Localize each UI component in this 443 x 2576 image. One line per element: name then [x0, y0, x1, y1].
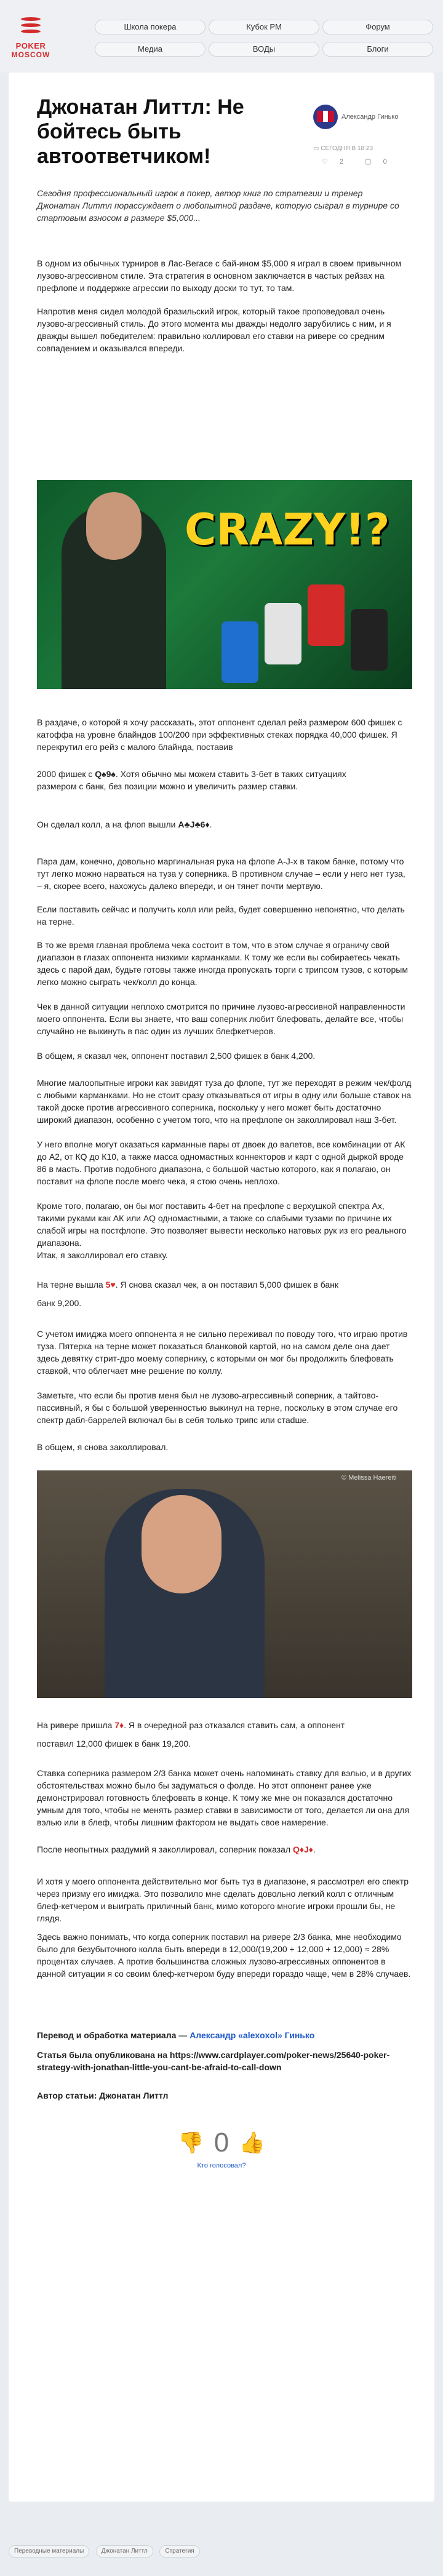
nav-vods[interactable]: ВОДы	[209, 42, 319, 57]
site-logo[interactable]	[9, 17, 53, 66]
paragraph-19: Ставка соперника размером 2/3 банка может очень напоминать ставку для вэлью, и в других обстоятельствах можно было бы задуматься о фолде. Но этот оппонент ранее уже демонстрировал готовность блефовать в конце. К тому же мне он показался достаточно умным для того, чтобы не менять размер ставки в зависимости от того, делается ли она для вэлью или в блеф, чтобы лишним фактором не выдать свое намерение.	[37, 1768, 412, 1827]
nav-poker-school[interactable]: Школа покера	[95, 20, 206, 34]
article-card	[9, 73, 434, 2502]
logo-text-bottom: MOSCOW	[11, 50, 50, 59]
logo-mark	[16, 17, 46, 39]
nav-media[interactable]: Медиа	[95, 42, 206, 57]
river-card: 7♦	[114, 1720, 124, 1730]
credit-line	[37, 2029, 412, 2041]
tag-jonathan-little[interactable]: Джонатан Литтл	[96, 2545, 153, 2558]
original-author: Автор статьи: Джонатан Литтл	[37, 2091, 169, 2100]
p3-post: . Хотя обычно мы можем ставить 3-бет в таких ситуациях	[115, 769, 346, 779]
article-image-photo	[37, 1470, 412, 1698]
heart-icon: ♡	[322, 158, 330, 165]
comments-count: 0	[383, 158, 387, 165]
article-title: Джонатан Литтл: Не бойтесь быть автоответчиком!	[37, 95, 244, 168]
image-chips	[222, 584, 406, 689]
rating-count: 0	[214, 2127, 229, 2158]
paragraph-17: В общем, я снова заколлировал.	[37, 1442, 169, 1452]
nav-rm-cup[interactable]: Кубок РМ	[209, 20, 319, 34]
flop-cards: A♣J♣6♦	[178, 819, 210, 829]
likes-stat	[322, 158, 353, 165]
p4-pre: Он сделал колл, а на флоп вышли	[37, 819, 178, 829]
tag-translations[interactable]: Переводные материалы	[9, 2545, 89, 2558]
paragraph-3: В раздаче, о которой я хочу рассказать, этот оппонент сделал рейз размером 600 фишек с катоффа на уровне блайндов 100/200 при эффективных стеках порядка 40,000 фишек. Я перекрутил его рейз с малого блайнда, поставив	[37, 717, 402, 752]
turn-card: 5♥	[105, 1280, 116, 1290]
article-image-crazy	[37, 480, 412, 689]
publish-date	[313, 145, 373, 152]
paragraph-10: Многие малоопытные игроки как завидят туза до флопе, тут же переходят в режим чек/фолд с любыми карманками. Но не стоит сразу отказываться от игры в одну или больше ставок на такой доске против агрессивного соперника, поскольку у него может быть достаточно широкий диапазон, особенно с учетом того, что на префлопе он заколлировал наш 3-бет.	[37, 1078, 412, 1125]
source-label: Статья была опубликована на	[37, 2050, 170, 2060]
rating-block	[9, 2127, 434, 2169]
paragraph-14	[37, 1278, 412, 1291]
paragraph-7: В то же время главная проблема чека состоит в том, что в этом случае я ограничу свой диапазон в глазах оппонента низкими карманками. К тому же если вы собираетесь чекать здесь с парой дам, будьте готовы также иногда пропускать торги с трипсом тузов, с которым легко можно сыграть чек/колл до конца.	[37, 940, 408, 987]
paragraph-20	[37, 1843, 412, 1856]
main-nav	[95, 20, 433, 57]
article-tags	[9, 2545, 204, 2557]
paragraph-1: В одном из обычных турниров в Лас-Вегасе с бай-ином $5,000 я играл в своем привычном лузово-агрессивном стиле. Эта стратегия в основном заключается в частых рейзах на префлопе и поддержке агрессии по выходу доски то тут, то там.	[37, 258, 402, 293]
article-stats	[322, 158, 407, 165]
p14-pre: На терне вышла	[37, 1280, 106, 1290]
likes-count: 2	[339, 158, 344, 165]
paragraph-15: С учетом имиджа моего оппонента я не сильно переживал по поводу того, что играю против туза. Пятерка на терне может показаться бланковой картой, но на самом деле она дает здесь девятку стрит-дро моему сопернику, с которыми он мог бы продолжить блефовать ставкой, что облегчает мне решение по коллу.	[37, 1329, 408, 1376]
paragraph-6: Если поставить сейчас и получить колл или рейз, будет совершенно непонятно, что делать на терне.	[37, 904, 405, 927]
p3-pre: 2000 фишек с	[37, 769, 95, 779]
article-lead: Сегодня профессиональный игрок в покер, автор книг по стратегии и тренер Джонатан Литтл порассуждает о любопытной раздаче, которую сыграл в турнире со стартовым взносом в размере $5,000...	[37, 188, 399, 223]
publish-date-text: СЕГОДНЯ В 18:23	[321, 145, 373, 152]
source-url[interactable]: https://www.cardplayer.com/poker-news/25640-poker-strategy-with-jonathan-little-you-cant-be-afraid-to-call-down	[37, 2050, 390, 2072]
p20-pre: После неопытных раздумий я заколлировал, соперник показал	[37, 1844, 293, 1854]
paragraph-2: Напротив меня сидел молодой бразильский игрок, который такое проповедовал очень лузово-агрессивный стиль. До этого момента мы дважды недолго зарубились с ним, и я дважды вышел победителем: правильно коллировал его ставки на ривере со средним совпадением и оказывался впереди.	[37, 306, 391, 353]
paragraph-21: И хотя у моего оппонента действительно мог быть туз в диапазоне, я рассмотрел его спектр через призму его имиджа. Это позволило мне сделать довольно легкий колл с отличным блеф-кетчером и выиграть приличный банк, мимо которого многие игроки прошли бы, не глядя.	[37, 1876, 409, 1923]
author-name[interactable]: Александр Гинько	[341, 113, 399, 121]
image-head	[86, 492, 142, 560]
paragraph-18	[37, 1719, 412, 1731]
credit-author-link[interactable]: Александр «alexoxol» Гинько	[190, 2030, 315, 2040]
villain-cards: Q♦J♦	[292, 1844, 313, 1854]
comments-stat[interactable]	[365, 158, 397, 165]
site-header	[0, 0, 443, 73]
paragraph-5: Пара дам, конечно, довольно маргинальная рука на флопе А-J-x в таком банке, потому что тут легко можно нарваться на туза у соперника. В противном случае – если у него нет туза, – я, скорее всего, нахожусь далеко впереди, и он тянет почти мертвую.	[37, 856, 405, 891]
paragraph-16: Заметьте, что если бы против меня был не лузово-агрессивный соперник, а тайтово-пассивный, я бы с большой уверенностью выкинул на терне, поскольку в этом случае его спектр дабл-баррелей включал бы в себя только трипс или стаdше.	[37, 1390, 398, 1425]
paragraph-3-line2	[37, 768, 412, 780]
image-crazy-text: CRAZY!?	[185, 504, 390, 555]
credit-label: Перевод и обработка материала —	[37, 2030, 190, 2040]
paragraph-4	[37, 818, 412, 831]
tag-strategy[interactable]: Стратегия	[159, 2545, 199, 2558]
thumbs-down-icon[interactable]: 👎	[177, 2131, 204, 2155]
paragraph-8: Чек в данной ситуации неплохо смотрится по причине лузово-агрессивной направленности моего оппонента. Если вы знаете, что ваш соперник любит блефовать, делайте все, чтобы случайно не выкинуть в пас один из лучших блефкетчеров.	[37, 1002, 405, 1036]
p18-pre: На ривере пришла	[37, 1720, 115, 1730]
photo-face	[142, 1495, 222, 1593]
paragraph-22: Здесь важно понимать, что когда соперник поставил на ривере 2/3 банка, мне необходимо было для безубыточного колла быть впереди в 12,000/(19,200 + 12,000 + 12,000) ≈ 28% процентах случаев. А против большинства сложных лузово-агрессивных оппонентов в данной ситуации я со своим блеф-кетчером буду впереди гораздо чаще, чем в 28% случаев.	[37, 1932, 411, 1979]
logo-text-top: POKER	[15, 41, 46, 50]
paragraph-11: У него вполне могут оказаться карманные пары от двоек до валетов, все комбинации от АК до А2, от КQ до К10, а также масса одномастных коннекторов и карт с одной дыркой вроде 86 в масть. Против подобного диапазона, с большой частью которого, как я полагаю, он поставит на флопе после моего чека, я стою очень неплохо.	[37, 1139, 405, 1186]
author-avatar[interactable]	[313, 105, 338, 129]
who-voted-link[interactable]: Кто голосовал?	[197, 2162, 246, 2169]
comment-icon: ▢	[365, 158, 373, 165]
author-block	[313, 105, 430, 165]
p20-post: .	[313, 1844, 316, 1854]
p18-post: . Я в очередной раз отказался ставить сам, а оппонент	[124, 1720, 345, 1730]
p4-post: .	[209, 819, 212, 829]
thumbs-up-icon[interactable]: 👍	[239, 2131, 266, 2155]
paragraph-14-line2: банк 9,200.	[37, 1298, 82, 1308]
paragraph-18-line2: поставил 12,000 фишек в банк 19,200.	[37, 1739, 191, 1749]
paragraph-13: Итак, я заколлировал его ставку.	[37, 1250, 168, 1260]
calendar-icon: ▭	[313, 145, 321, 152]
source-line	[37, 2049, 412, 2073]
nav-forum[interactable]: Форум	[322, 20, 433, 34]
paragraph-3-line3: размером с банк, без позиции можно и увеличить размер ставки.	[37, 781, 298, 791]
p14-post: . Я снова сказал чек, а он поставил 5,000 фишек в банк	[115, 1280, 339, 1290]
photo-caption: © Melissa Haereiti	[341, 1474, 397, 1481]
nav-blogs[interactable]: Блоги	[322, 42, 433, 57]
paragraph-12: Кроме того, полагаю, он бы мог поставить 4-бет на префлопе с верхушкой спектра Ах, такими руками как АК или АQ одномастными, а также со слабыми тузами по причине их слабой игры на постфлопе. Это позволяет вывести несколько натовых рук из его реального диапазона.	[37, 1201, 407, 1248]
hero-cards: Q♠9♠	[95, 769, 116, 779]
paragraph-9: В общем, я сказал чек, оппонент поставил 2,500 фишек в банк 4,200.	[37, 1051, 316, 1061]
